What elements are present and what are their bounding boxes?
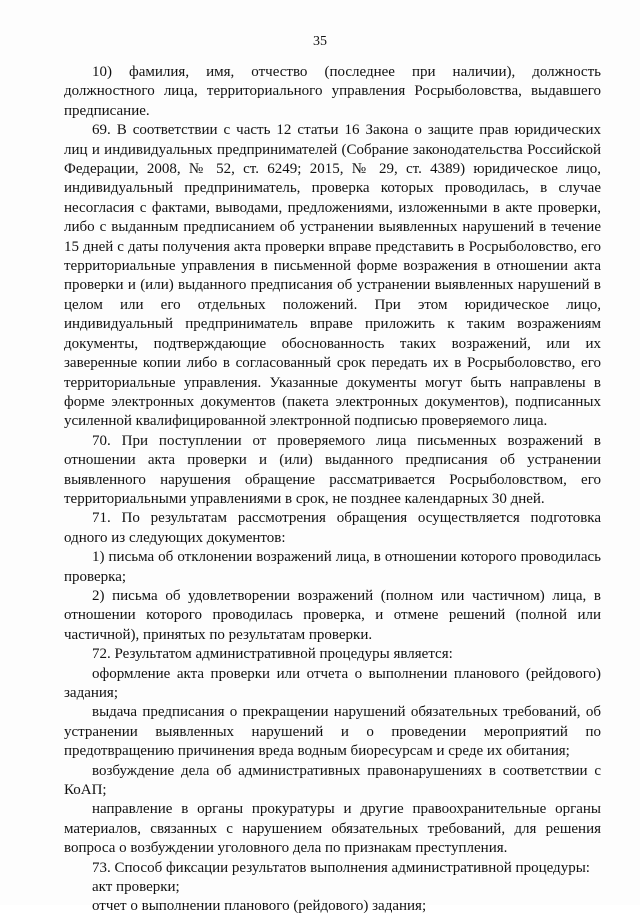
section-73-item-1: акт проверки; — [92, 879, 180, 896]
section-72-result-3: возбуждение дела об административных правонарушениях в соответствии с КоАП; — [64, 762, 601, 799]
section-72-result-2: выдача предписания о прекращении нарушений обязательных требований, об устранении выявленных нарушений и о проведении мероприятий по предотвращению причинения вреда водным биоресурсам и среде их обитания; — [64, 704, 601, 760]
section-73-paragraph: 73. Способ фиксации результатов выполнения административной процедуры: — [92, 859, 590, 876]
section-73-item-2: отчет о выполнении планового (рейдового) задания; — [92, 898, 427, 915]
section-72-result-1: оформление акта проверки или отчета о выполнении планового (рейдового) задания; — [64, 665, 601, 701]
section-72-result-4: направление в органы прокуратуры и другие правоохранительные органы материалов, связанных с нарушением обязательных требований, для решения вопроса о возбуждении уголовного дела по признакам преступления. — [64, 801, 601, 857]
section-71-paragraph: 71. По результатам рассмотрения обращения осуществляется подготовка одного из следующих документов: — [64, 510, 601, 546]
section-69-paragraph: 69. В соответствии с часть 12 статьи 16 Закона о защите прав юридических лиц и индивидуальных предпринимателей (Собрание законодательства Российской Федерации, 2008, № 52, ст. 6249; 2015, № 29, ст. 4389) юридическое лицо, индивидуальный предприниматель, проверка которых проводилась, в случае несогласия с фактами, выводами, предложениями, изложенными в акте проверки, либо с выданным предписанием об устранении выявленных нарушений в течение 15 дней с даты получения акта проверки вправе представить в Росрыболовство, его территориальные управления в письменной форме возражения в отношении акта проверки и (или) выданного предписания об устранении выявленных нарушений в целом или его отдельных положений. При этом юридическое лицо, индивидуальный предприниматель вправе приложить к таким возражениям документы, подтверждающие обоснованность таких возражений, или их заверенные копии либо в согласованный срок передать их в Росрыболовство, его территориальные управления. Указанные документы могут быть направлены в форме электронных документов (пакета электронных документов), подписанных усиленной квалифицированной электронной подписью проверяемого лица. — [64, 122, 601, 430]
section-72-paragraph: 72. Результатом административной процедуры является: — [92, 646, 453, 663]
page-number: 35 — [313, 34, 327, 49]
section-71-item-2: 2) письма об удовлетворении возражений (полном или частичном) лица, в отношении которого проводилась проверка, и отмене решений (полной или частичной), принятых по результатам проверки. — [64, 587, 601, 643]
section-70-paragraph: 70. При поступлении от проверяемого лица письменных возражений в отношении акта проверки и (или) выданного предписания об устранении выявленного нарушения обращение рассматривается Росрыболовством, его территориальными управлениями в срок, не позднее календарных 30 дней. — [64, 432, 601, 507]
document-body — [64, 63, 601, 917]
section-71-item-1: 1) письма об отклонении возражений лица, в отношении которого проводилась проверка; — [64, 549, 601, 585]
item-10-paragraph: 10) фамилия, имя, отчество (последнее при наличии), должность должностного лица, территориального управления Росрыболовства, выдавшего предписание. — [64, 64, 601, 119]
